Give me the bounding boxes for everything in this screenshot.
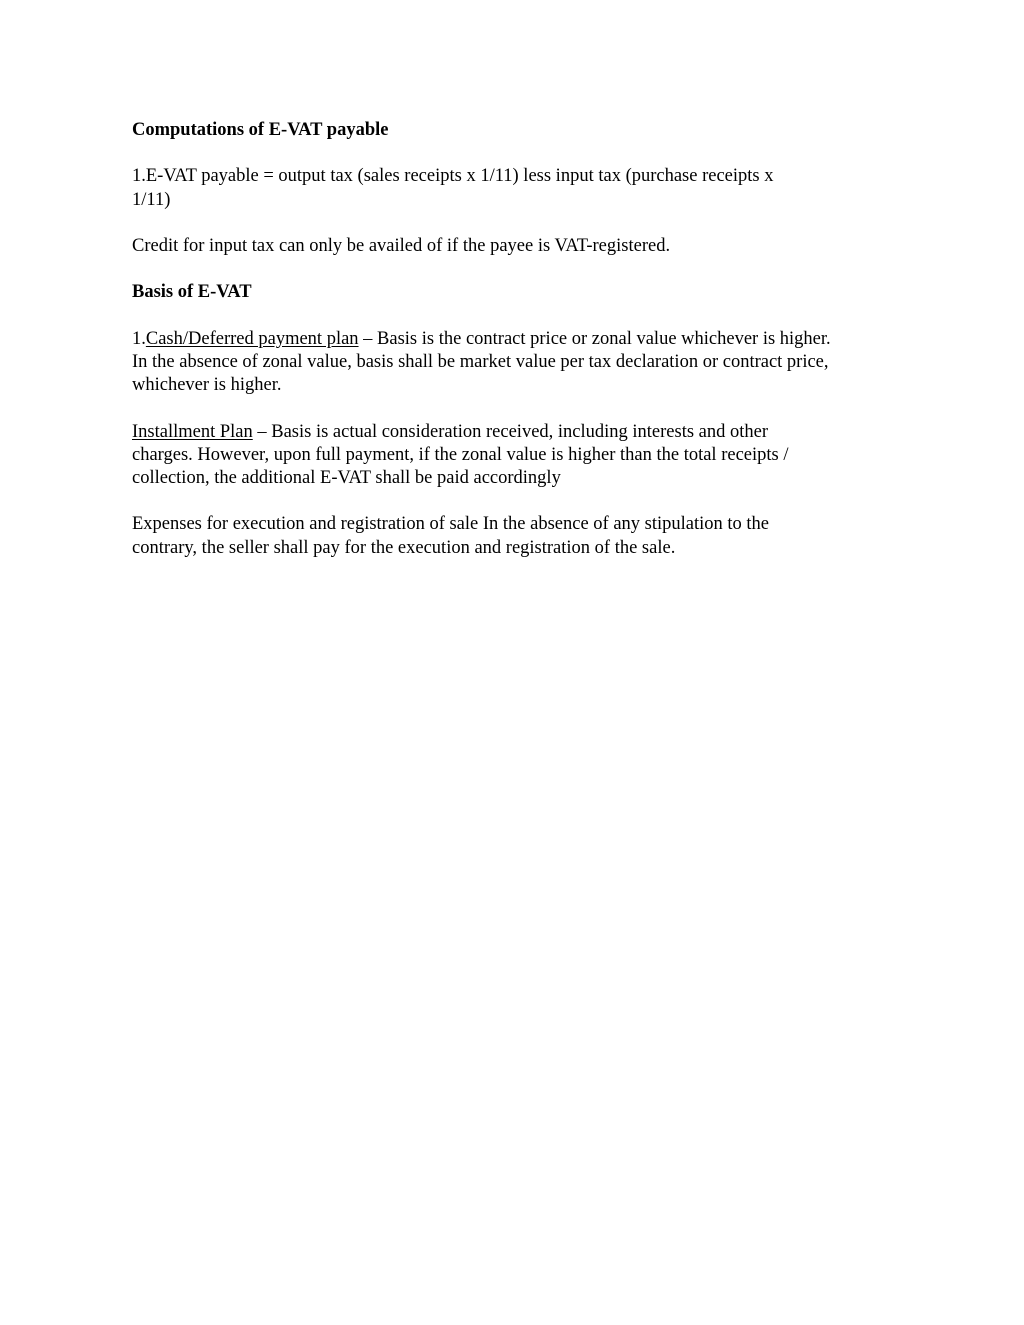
document-body [132,119,902,583]
evat-formula-line-1: 1.E-VAT payable = output tax (sales receipts x 1/11) less input tax (purchase receipts x [132,166,774,187]
installment-plan-term: Installment Plan [132,421,253,442]
evat-formula-line-2: 1/11) [132,189,171,210]
cash-plan-line-1: – Basis is the contract price or zonal value whichever is higher. [358,328,831,349]
section-heading-basis: Basis of E-VAT [132,282,252,303]
cash-deferred-plan-paragraph [132,328,902,398]
expenses-line-2: contrary, the seller shall pay for the execution and registration of the sale. [132,537,676,558]
expenses-paragraph [132,513,902,559]
installment-plan-line-1: – Basis is actual consideration received, including interests and other [252,421,769,442]
evat-formula-paragraph [132,165,902,211]
section-heading-computations: Computations of E-VAT payable [132,120,389,140]
cash-plan-line-2: In the absence of zonal value, basis shall be market value per tax declaration or contract price, [132,351,829,372]
cash-plan-line-3: whichever is higher. [132,375,282,396]
input-tax-credit-note: Credit for input tax can only be availed of if the payee is VAT-registered. [132,235,671,256]
expenses-line-1: Expenses for execution and registration of sale In the absence of any stipulation to the [132,514,770,535]
cash-plan-number: 1. [132,328,146,349]
installment-plan-paragraph [132,421,902,491]
installment-plan-line-2: charges. However, upon full payment, if the zonal value is higher than the total receipts / [132,444,789,465]
installment-plan-line-3: collection, the additional E-VAT shall be paid accordingly [132,467,561,488]
cash-plan-term: Cash/Deferred payment plan [145,328,359,349]
